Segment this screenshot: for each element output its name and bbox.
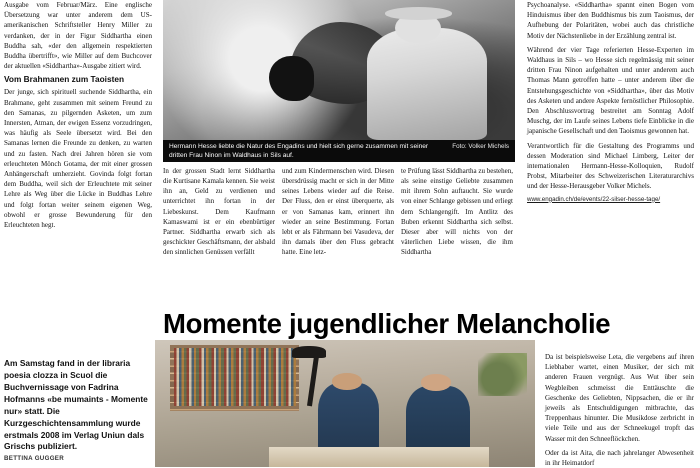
paragraph: Während der vier Tage referierten Hesse-Experten im Waldhaus in Sils – wo Hesse sich regelmässig mit seiner dritten Frau Ninon aufgehalten und unter anderem auch Thomas Mann getroffen hatte – unter anderem über die Entstehungsgeschichte von «Siddhartha», über das Motiv des Asketen und andere Aspekte fernöstlicher Philosophie. Den Abschlussvortrag bestreitet am Sonntag Adolf Muschg, der im Laufe seines Lebens tiefe Einblicke in die japanische Gesellschaft und den Taoismus gewonnen hat. (527, 45, 694, 136)
paragraph: Oder da ist Aita, die nach jahrelanger Abwesenheit in ihr Heimatdorf (545, 448, 694, 468)
vernissage-photo (155, 340, 535, 467)
hesse-photo (163, 0, 515, 140)
photo2-books-shape (174, 348, 296, 406)
article-lower-columns (163, 166, 515, 261)
bottom-right-text (545, 352, 694, 468)
photo2-person-right-head-shape (421, 374, 451, 391)
mid-column-3 (401, 166, 513, 261)
photo2-lamp-arm-shape (307, 350, 319, 406)
photo-credit: Foto: Volker Michels (452, 143, 509, 150)
bottom-article-column (541, 352, 700, 467)
paragraph: In der grossen Stadt lernt Siddhartha die Kurtisane Kamala kennen. Sie weist ihn an, Geld zu verdienen und unterrichtet ihn fortan in der Liebeskunst. Dem Kaufmann Kamaswami ist er ein ebenbürtiger Partner. Siddhartha erwarb sich als geschickter Geschäftsmann, der alsbald den sinnlichen Genüssen verfällt (163, 167, 275, 257)
article-column-right (521, 0, 700, 203)
page-title: Momente jugendlicher Melancholie (163, 308, 611, 340)
photo2-background (155, 340, 535, 467)
photo2-table-shape (269, 447, 489, 467)
mid-column-2 (282, 166, 394, 261)
mid-column-1 (163, 166, 275, 261)
byline: BETTINA GUGGER (4, 455, 65, 462)
paragraph: Der junge, sich spirituell suchende Siddhartha, ein Brahmane, geht zusammen mit seinem Freund zu den Samanas, zu pilgernden Asketen, um zum Innersten, Atman, der ewigen Essenz vorzudringen, was häufig als Seele übersetzt wird. Bei den Samanas lernen die Freunde zu denken, zu warten und zu fasten. Nach drei Jahren hören sie vom erleuchteten Mönch Gotama, der mit einer grossen Anhängerschaft umherzieht. Govinda folgt fortan dem Buddha, weil sich der Erleuchtete mit seiner Lehre als Weg über die Lücke in Buddhas Lehre und folgt fortan weiter seinem eigenen Weg, obwohl er grosse Bewunderung für den Erleuchteten hegt. (4, 88, 152, 230)
article-lead: Am Samstag fand in der libraria poesia clozza in Scuol die Buchvernissage von Fadrina Hofmanns «be mumaints - Momente nur» statt. Die Kurzgeschichtensammlung wurde erstmals 2008 im Verlag Uniun dals Grischs publiziert. (4, 358, 148, 452)
article-column-left (0, 0, 158, 230)
photo-background (163, 0, 515, 140)
photo2-person-left-head-shape (332, 373, 362, 390)
paragraph: Verantwortlich für die Gestaltung des Programms und dessen Moderation sind Michael Limberg, Leiter der internationalen Hermann-Hesse-Kolloquien, Rudolf Probst, Mitarbeiter des Schweizerischen Literaturarchivs und der Hesse-Herausgeber Volker Michels. (527, 141, 694, 191)
photo-cow-head-shape (269, 56, 315, 101)
photo2-plant-shape (478, 353, 527, 396)
paragraph: und zum Kindermenschen wird. Diesen übersdrüssig macht er sich in der Mitte seines Lebens wieder auf die Reise. Der Fluss, den er einst überquerte, als er von Samanas kam, erinnert ihn wieder an seine Bestimmung. Fortan lebt er als Fährmann bei Vasudeva, der ihn damals über den Fluss gebracht hatte. Eine letz- (282, 167, 394, 257)
event-link[interactable]: www.engadin.ch/de/events/22-silser-hesse-tage/ (527, 195, 661, 203)
paragraph: Da ist beispielsweise Leta, die vergebens auf ihren Liebhaber wartet, einen Musiker, der sich mit anderen Frauen vergnügt. Aus Wut über sein Wegbleiben schmeisst die Enttäuschte die Geschenke des Geliebten, Nippsachen, die er ihr jeweils als Entschuldigungen mitbrachte, das Treppenhaus hinunter. Die Musikdose zerbricht in viele Teile und aus der Schneekugel tropft das Wasser mit den Schneeflöckchen. (545, 353, 694, 443)
top-left-text (4, 0, 152, 230)
subheading-vom-brahmanen: Vom Brahmanen zum Taoisten (4, 74, 125, 85)
photo2-lamp-head-shape (292, 346, 326, 357)
photo-man-hat-shape (385, 7, 452, 20)
top-right-text (527, 0, 694, 205)
photo-man-shape (367, 28, 487, 140)
paragraph: Psychoanalyse. «Siddhartha» spannt einen Bogen vom Hinduismus über den Buddhismus bis zum Taoismus, der Aufhebung der Polaritäten, wobei auch das christliche Motiv der Nächstenliebe in der Erzählung zentral ist. (527, 1, 694, 40)
photo-caption-text: Hermann Hesse liebte die Natur des Engadins und hielt sich gerne zusammen mit seiner dritten Frau Ninon im Waldhaus in Sils auf. (169, 143, 429, 159)
photo-caption-bar (163, 140, 515, 162)
paragraph: Ausgabe vom Februar/März. Eine englische Übersetzung war unter anderem dem US-amerikanischen Schriftsteller Henry Miller zu verdanken, der in der Figur Siddhartha einen Buddha sah, «der den allgemein respektierten Buddha übertrifft», wie Miller auf dem Buchcover der aktuellen «Siddhartha»-Ausgabe zitiert wird. (4, 1, 152, 71)
paragraph: te Prüfung lässt Siddhartha zu bestehen, als seine einstige Geliebte zusammen mit ihrem Sohn auftaucht. Sie wurde von einer Schlange gebissen und erliegt dem Schlangengift. Im Antlitz des Buben erkennt Siddhartha sich selbst. Dieser aber will nichts von der väterlichen Liebe wissen, die ihm Siddhartha (401, 167, 513, 257)
